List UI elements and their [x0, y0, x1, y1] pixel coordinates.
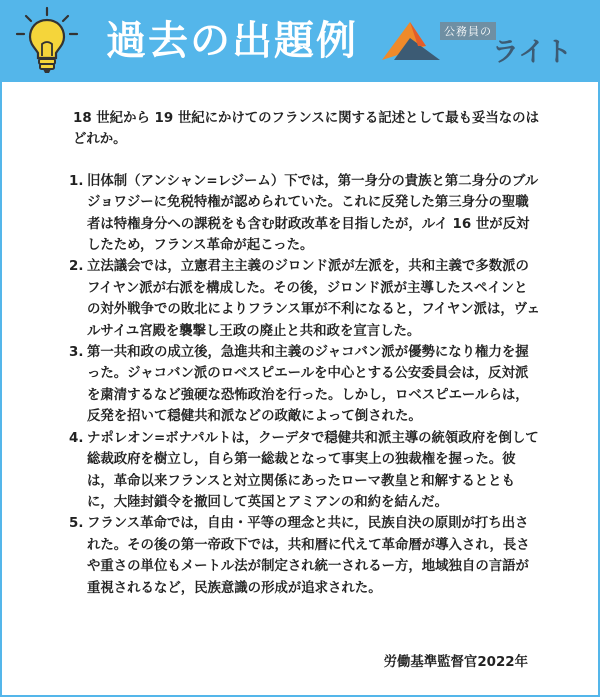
option-4 — [55, 428, 540, 514]
header-banner — [0, 0, 600, 82]
exam-source: 労働基準監督官2022年 — [383, 655, 528, 670]
option-text: 立法議会では，立憲君主主義のジロンド派が左派を，共和主義で多数派のフイヤン派が右派を構成した。その後，ジロンド派が主導したスペインとの対外戦争での敗北によりフランス軍が不利になると，フイヤン派は，ヴェルサイユ宮殿を襲撃し王政の廃止と共和政を宣言した。 — [87, 259, 541, 339]
mountain-logo-icon — [380, 16, 448, 68]
option-number: 5. — [69, 516, 84, 532]
option-number: 4. — [69, 430, 84, 446]
option-text: 旧体制（アンシャン=レジーム）下では，第一身分の貴族と第二身分のブルジョワジーに免税特権が認められていた。これに反発した第三身分の聖職者は特権身分への課税をも含む財政改革を目指したが，ルイ 16 世が反対したため，フランス革命が起こった。 — [87, 173, 539, 254]
option-text: フランス革命では，自由・平等の理念と共に，民族自決の原則が打ち出された。その後の第一帝政下では，共和暦に代えて革命暦が導入され，長さや重さの単位もメートル法が制定され統一されるー方，地域独自の言語が重視されるなど，民族意識の形成が追求された。 — [87, 516, 530, 596]
option-1 — [55, 171, 540, 257]
page-title: 過去の出題例 — [106, 18, 358, 64]
option-number: 2. — [69, 259, 84, 275]
lightbulb-icon — [14, 6, 80, 76]
option-3 — [55, 342, 540, 428]
logo-text: ライト — [492, 37, 573, 68]
option-2 — [55, 256, 540, 342]
option-text: 第一共和政の成立後，急進共和主義のジャコバン派が優勢になり権力を握った。ジャコバン派のロベスピエールを中心とする公安委員会は，反対派を粛清するなど強硬な恐怖政治を行った。しかし，ロベスピエールらは，反発を招いて穏健共和派などの政敵によって倒された。 — [87, 345, 529, 425]
option-5 — [55, 513, 540, 599]
option-number: 1. — [69, 173, 84, 189]
option-number: 3. — [69, 345, 84, 361]
option-text: ナポレオン=ボナパルトは，クーデタで穏健共和派主導の統領政府を倒して総裁政府を樹立し，自ら第一総裁となって事実上の独裁権を握った。彼は，革命以来フランスと対立関係にあったローマ教皇と和解するとともに，大陸封鎖令を撤回して英国とアミアンの和約を結んだ。 — [87, 430, 539, 510]
options-list — [55, 171, 540, 599]
brand-logo — [380, 16, 580, 68]
question-content — [55, 108, 540, 599]
question-text: 18 世紀から 19 世紀にかけてのフランスに関する記述として最も妥当なのはどれか。 — [73, 111, 539, 148]
logo-subtext: 公務員の — [440, 22, 496, 40]
